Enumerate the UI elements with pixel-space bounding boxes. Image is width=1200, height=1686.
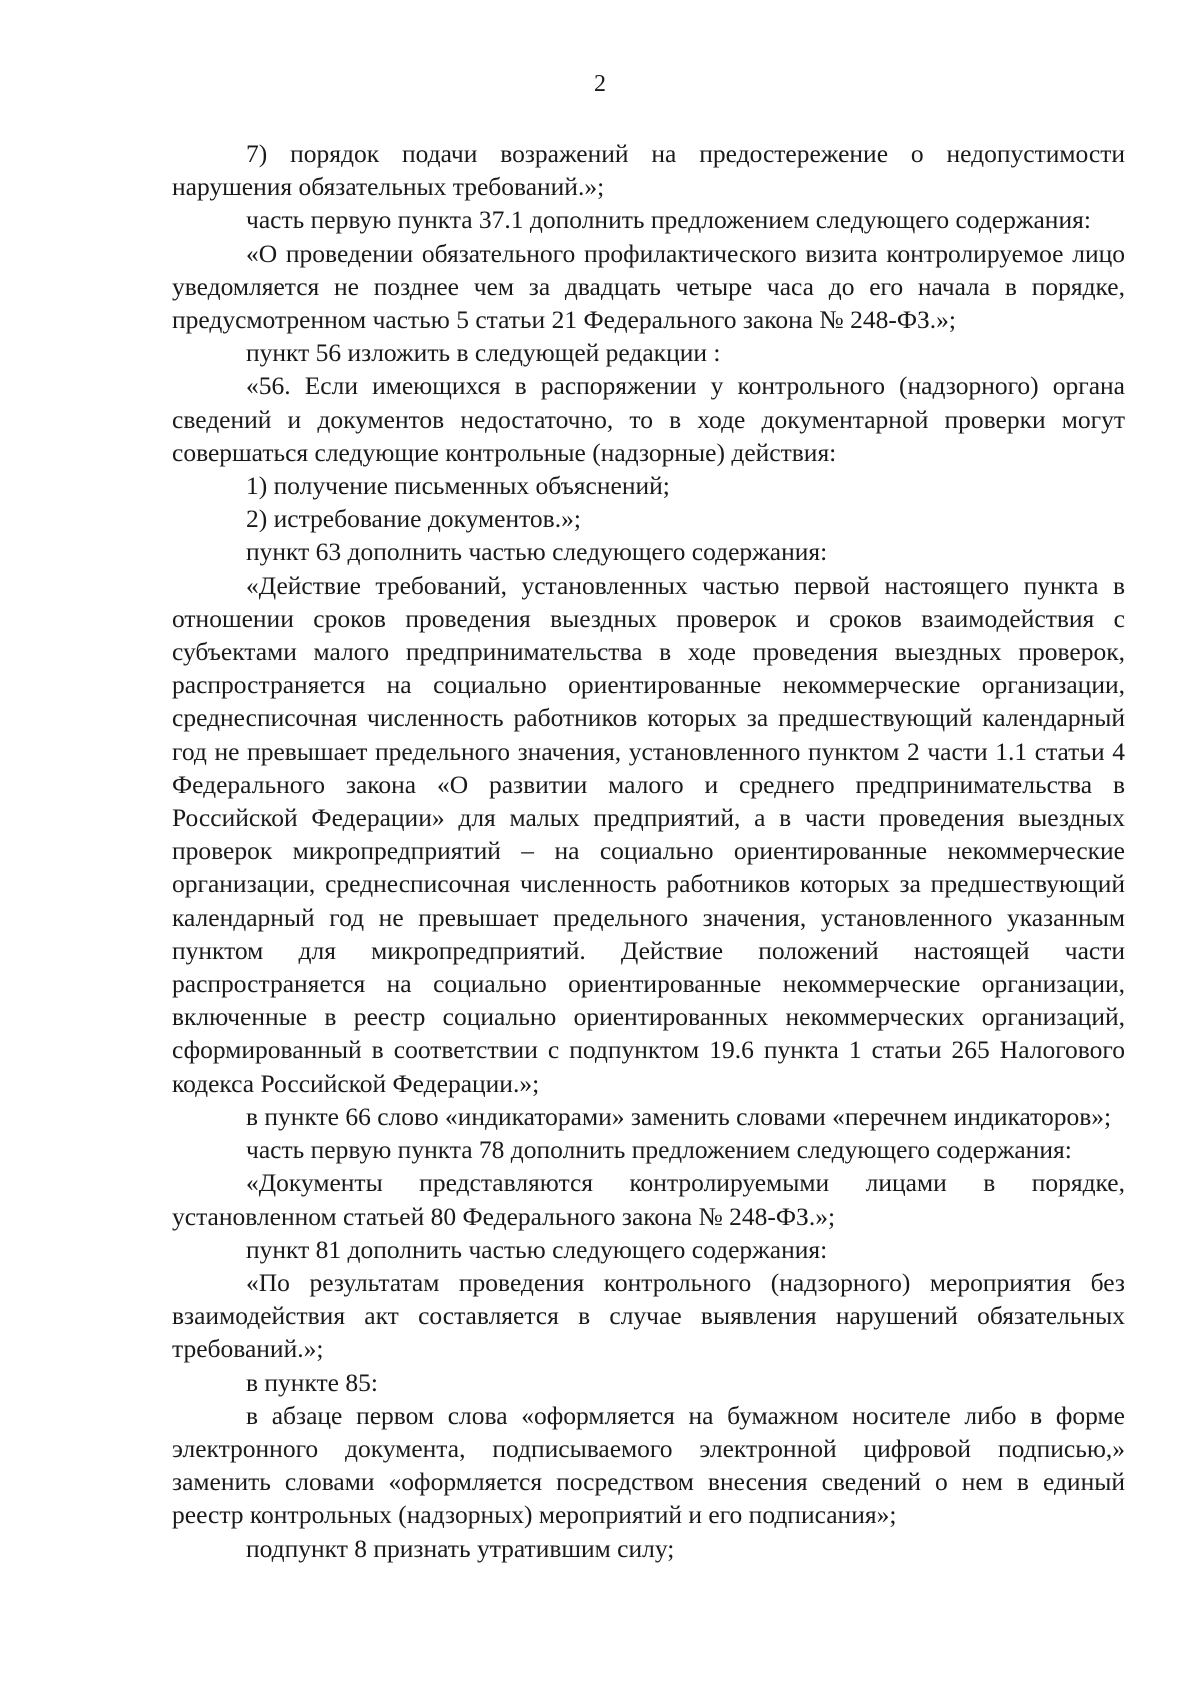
paragraph-quote-78: «Документы представляются контролируемыми лицами в порядке, установленном статьей 80 Федерального закона № 248-ФЗ.»; (172, 1168, 1125, 1231)
paragraph-quote-prevention-visit: «О проведении обязательного профилактического визита контролируемое лицо уведомляется не позднее чем за двадцать четыре часа до его начала в порядке, предусмотренном частью 5 статьи 21 Федерального закона № 248-ФЗ.»; (172, 238, 1125, 335)
paragraph-amend-56: пункт 56 изложить в следующей редакции : (246, 338, 721, 368)
paragraph-amend-66: в пункте 66 слово «индикаторами» заменить словами «перечнем индикаторов»; (246, 1101, 1112, 1131)
paragraph-list-item-1: 1) получение письменных объяснений; (246, 471, 670, 501)
document-body (172, 137, 1125, 1565)
paragraph-amend-63: пункт 63 дополнить частью следующего содержания: (246, 537, 828, 567)
paragraph-list-item-2: 2) истребование документов.»; (246, 504, 581, 534)
paragraph-item-7-objections: 7) порядок подачи возражений на предостережение о недопустимости нарушения обязательных требований.»; (172, 139, 1125, 202)
paragraph-subitem-8-void: подпункт 8 признать утратившим силу; (246, 1533, 675, 1563)
paragraph-quote-56: «56. Если имеющихся в распоряжении у контрольного (надзорного) органа сведений и документов недостаточно, то в ходе документарной проверки могут совершаться следующие контрольные (надзорные) действия: (172, 371, 1125, 467)
paragraph-amend-85-first-para: в абзаце первом слова «оформляется на бумажном носителе либо в форме электронного документа, подписываемого электронной цифровой подписью,» заменить словами «оформляется посредством внесения сведений о нем в единый реестр контрольных (надзорных) мероприятий и его подписания»; (172, 1400, 1125, 1530)
paragraph-quote-81: «По результатам проведения контрольного (надзорного) мероприятия без взаимодействия акт составляется в случае выявления нарушений обязательных требований.»; (172, 1267, 1125, 1364)
paragraph-amend-85: в пункте 85: (246, 1367, 378, 1397)
paragraph-amend-81: пункт 81 дополнить частью следующего содержания: (246, 1234, 828, 1264)
paragraph-quote-63: «Действие требований, установленных частью первой настоящего пункта в отношении сроков проведения выездных проверок и сроков взаимодействия с субъектами малого предпринимательства в ходе проведения выездных проверок, распространяется на социально ориентированные некоммерческие организации, среднесписочная численность работников которых за предшествующий календарный год не превышает предельного значения, установленного пунктом 2 части 1.1 статьи 4 Федерального закона «О развитии малого и среднего предпринимательства в Российской Федерации» для малых предприятий, а в части проведения выездных проверок микропредприятий – на социально ориентированные некоммерческие организации, среднесписочная численность работников которых за предшествующий календарный год не превышает предельного значения, установленного указанным пунктом для микропредприятий. Действие положений настоящей части распространяется на социально ориентированные некоммерческие организации, включенные в реестр социально ориентированных некоммерческих организаций, сформированный в соответствии с подпунктом 19.6 пункта 1 статьи 265 Налогового кодекса Российской Федерации.»; (172, 570, 1125, 1098)
paragraph-amend-37-1: часть первую пункта 37.1 дополнить предложением следующего содержания: (246, 205, 1091, 235)
page-number: 2 (594, 71, 606, 97)
paragraph-amend-78: часть первую пункта 78 дополнить предложением следующего содержания: (246, 1135, 1072, 1165)
